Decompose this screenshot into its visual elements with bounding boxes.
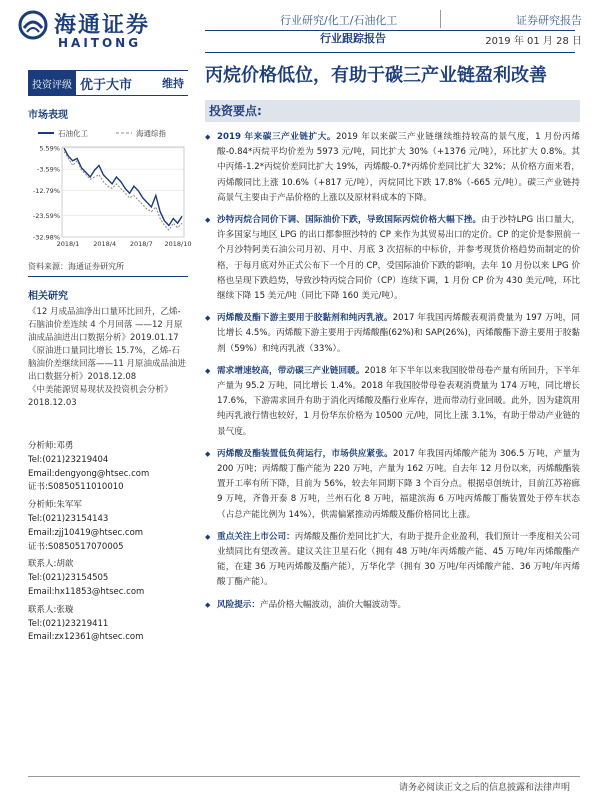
plot-area: [62, 147, 184, 237]
related-item[interactable]: 《原油进口量同比增长 15.7%，乙烯-石脑油价差继续回落——11 月原油成品油进出口数据分析》2018.12.08: [28, 346, 187, 382]
page-header: [0, 0, 600, 62]
logo-english-text: HAITONG: [58, 36, 142, 50]
header-divider: [440, 10, 441, 28]
rating-value: 优于大市: [80, 77, 133, 93]
analyst-name: 分析师:朱军军: [28, 500, 82, 511]
key-points-heading: 投资要点:: [205, 100, 580, 122]
key-point-lead: 沙特丙烷合同价下调、国际油价下跌，导致国际丙烷价格大幅下挫。: [217, 215, 482, 226]
market-chart-svg: [28, 125, 192, 255]
footer-rule: [28, 776, 580, 777]
series-line-petrochem: [64, 148, 182, 225]
analyst-cert: 证书:S0850517070005: [28, 541, 124, 552]
contact-name: 联系人:胡歆: [28, 559, 74, 570]
header-rule-top: [205, 30, 575, 31]
report-label: 证券研究报告: [516, 14, 582, 27]
key-point-text: 2018 年下半年以来我国胶带母卷产量有所回升，下半年产量为 95.2 万吨，同比增长 1.4%。2018 年我国胶带母卷表观消费量为 174 万吨，同比增长 17.6%，下游需求回升有助于消化丙烯酸及酯行业库存，进而带动行业回暖。此外，因为建筑用纯丙乳液行情也较好，1 月份华东价格为 10500 元/吨，同比上涨 3.1%，有助于带动产业链的景气度。: [217, 365, 580, 437]
key-point: [205, 213, 580, 304]
analyst-email[interactable]: Email:zjj10419@htsec.com: [28, 527, 144, 538]
key-point-text: 2019 年以来碳三产业链继续维持较高的景气度，1 月份丙烯酸-0.84*丙烷平均价差为 5973 元/吨，同比扩大 30%（+1376 元/吨），环比扩大 0.8%。其中丙烯-1.2*丙烷价差同比扩大 19%，丙烯酸-0.7*丙烯价差同比扩大 32%；从价格方面来看，丙烯酸同比上涨 10.6%（+817 元/吨），丙烷同比下跌 17.8%（-665 元/吨）。碳三产业链持高景气主要由于产品价格的上涨以及原材料成本的下降。: [217, 132, 580, 203]
related-item[interactable]: 《中美能源贸易现状及投资机会分析》2018.12.03: [28, 385, 173, 408]
rating-label: 投资评级: [28, 71, 76, 95]
related-list: [28, 306, 188, 410]
market-chart: [28, 125, 192, 255]
legend-label: 海通综指: [136, 129, 166, 138]
logo-chinese-text: 海通证券: [54, 12, 151, 38]
report-category: 行业研究/化工/石油化工: [280, 14, 398, 27]
key-point-lead: 丙烯酸及酯装置低负荷运行，市场供应紧张。: [217, 448, 393, 459]
x-tick-label: 2018/1: [56, 240, 80, 248]
key-point-text: 产品价格大幅波动，油价大幅波动等。: [259, 599, 407, 610]
key-point: [205, 364, 580, 440]
series-line-composite: [64, 152, 182, 231]
key-point-lead: 需求增速较高，带动碳三产业链回暖。: [217, 365, 365, 376]
sidebar-divider: [28, 276, 188, 277]
contact-email[interactable]: Email:hx11853@htsec.com: [28, 586, 145, 597]
analyst-tel: Tel:(021)23154143: [28, 513, 109, 524]
key-point: [205, 311, 580, 357]
analyst-contacts: [28, 440, 188, 645]
analyst-tel: Tel:(021)23219404: [28, 454, 109, 465]
key-point-text: 2017 年我国丙烯酸产能为 306.5 万吨，产量为 200 万吨；丙烯酸丁酯产能为 220 万吨，产量为 162 万吨。自去年 12 月份以来，丙烯酸酯装置开工率有所下降，目前为 56%，较去年同期下降 3 个百分点。根据卓创统计，目前江苏裕廊 9 万吨，齐鲁开泰 8 万吨，兰州石化 8 万吨，福建滨海 6 万吨丙烯酸丁酯装置处于停车状态（占总产能比例为 14%），供需偏紧推动丙烯酸及酯价格同比上涨。: [217, 448, 580, 520]
related-title: 相关研究: [28, 291, 68, 302]
rating-action: 维持: [162, 77, 184, 90]
y-tick-label: -32.98%: [32, 233, 60, 242]
key-point-lead: 重点关注上市公司：: [217, 531, 295, 542]
analyst-cert: 证书:S0850511010010: [28, 482, 124, 493]
key-point-text: 由于沙特LPG 出口量大，许多国家与地区 LPG 的出口都参照沙特的 CP 来作为其贸易出口的定价。CP 的定价是参照前一个月沙特阿美石油公司月初、月中、月底 3 次招标的中标价，并参考现货价格趋势而制定的价格，于每月底对外正式公布下一个月的 CP，受国际油价下跌的影响，去年 10 月份以来 LPG 价格也呈现下跌趋势，导致沙特丙烷合同价（CP）连续下调，1 月份 CP 价为 430 美元/吨，环比继续下降 15 美元/吨（同比下降 160 美元/吨）。: [217, 215, 580, 302]
key-point-lead: 丙烯酸及酯下游主要用于胶黏剂和纯丙乳液。: [217, 313, 393, 324]
analyst-email[interactable]: Email:dengyong@htsec.com: [28, 468, 150, 479]
report-type: 行业跟踪报告: [320, 32, 386, 45]
y-tick-label: -23.59%: [32, 211, 60, 220]
analyst-name: 分析师:邓勇: [28, 441, 74, 451]
y-tick-label: 5.59%: [39, 144, 60, 153]
market-title: 市场表现: [28, 110, 68, 121]
x-tick-label: 2018/4: [93, 240, 117, 248]
key-point-text: 丙烯酸及酯价差同比扩大，有助于提升企业盈利，我们预计一季度相关公司业绩同比有望改善。建议关注卫星石化（拥有 48 万吨/年丙烯酸产能、45 万吨/年丙烯酸酯产能，在建 36 万吨丙烯酸及酯产能），万华化学（拥有 30 万吨/年丙烯酸产能、36 万吨/年丙烯酸丁酯产能）。: [217, 531, 580, 588]
x-tick-label: 2018/10: [164, 240, 192, 248]
report-date: 2019 年 01 月 28 日: [485, 36, 582, 47]
report-title: 丙烷价格低位，有助于碳三产业链盈利改善: [205, 65, 547, 86]
main-content: [205, 62, 580, 620]
disclaimer-footer: 请务必阅读正文之后的信息披露和法律声明: [398, 783, 570, 793]
y-tick-label: -12.79%: [32, 186, 60, 195]
key-point-text: 2017 年我国丙烯酸表观消费量为 197 万吨，同比增长 4.5%。丙烯酸下游主要用于丙烯酸酯(62%)和 SAP(26%)，丙烯酸酯下游主要用于胶黏剂（59%）和纯丙乳液（33%）。: [217, 313, 580, 354]
chart-source: 资料来源：海通证券研究所: [28, 262, 124, 271]
key-point-lead: 2019 年来碳三产业链扩大。: [217, 132, 337, 142]
key-point: [205, 530, 580, 591]
legend-label: 石油化工: [58, 129, 88, 138]
y-tick-label: -3.59%: [37, 165, 60, 174]
key-point: [205, 447, 580, 523]
haitong-logo-icon: [18, 10, 48, 40]
key-point-lead: 风险提示：: [217, 599, 260, 610]
company-logo: [18, 8, 198, 54]
header-rule-bottom: [205, 52, 575, 53]
left-sidebar: [28, 70, 192, 410]
key-point: [205, 130, 580, 206]
related-item[interactable]: 《12 月成品油净出口量环比回升，乙烯-石脑油价差连续 4 个月回落 ——12 月原油成品油进出口数据分析》2019.01.17: [28, 307, 183, 343]
key-point: [205, 598, 580, 613]
rating-box: [28, 70, 188, 96]
x-tick-label: 2018/7: [129, 240, 153, 248]
key-points-list: [205, 130, 580, 613]
contact-tel: Tel:(021)23154505: [28, 573, 109, 584]
contact-email[interactable]: Email:zx12361@htsec.com: [28, 632, 144, 643]
contact-tel: Tel:(021)23219411: [28, 618, 109, 629]
contact-name: 联系人:张璇: [28, 604, 74, 615]
